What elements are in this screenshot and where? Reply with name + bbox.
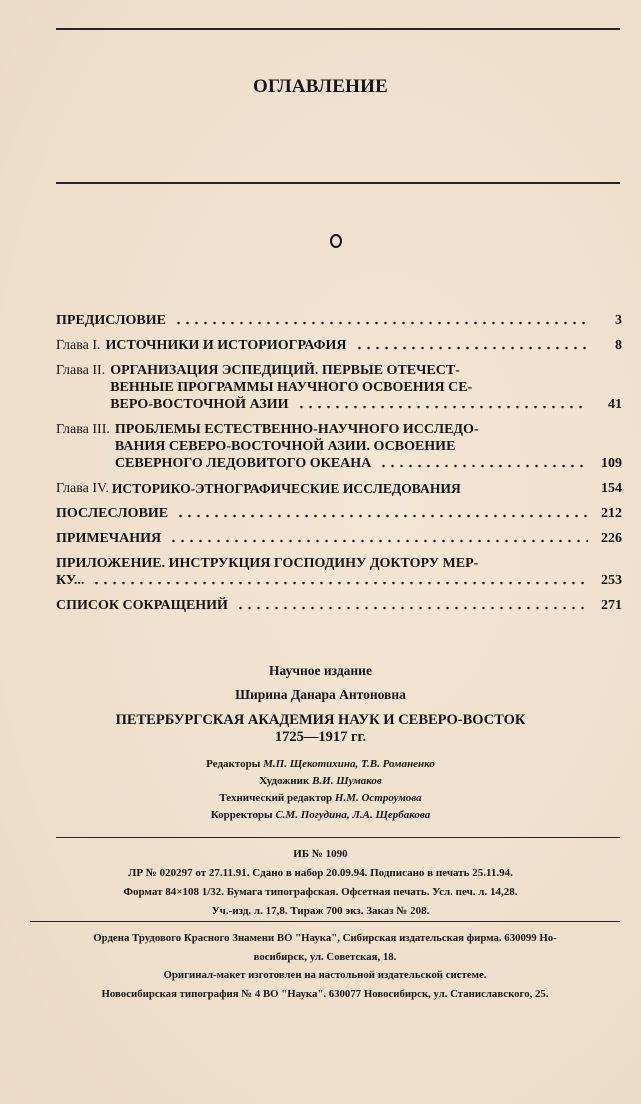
printer-rule [30,921,620,922]
toc-page-number: 154 [601,481,622,496]
toc-entry-title-line: КУ... [56,573,85,588]
toc-page-number: 253 [601,573,622,588]
credit-line [0,756,641,773]
circle-ornament-icon [330,234,342,248]
toc-entry-afterword[interactable] [56,505,622,522]
leader-dots [379,464,588,468]
toc-page-number: 3 [615,313,622,328]
toc-entry-chapter-1[interactable] [56,337,622,354]
book-years: 1725—1917 гг. [274,729,367,745]
credit-role: Редакторы [206,758,261,770]
printer-line: восибирск, ул. Советская, 18. [253,950,397,963]
chapter-label: Глава I. [56,338,101,353]
toc-entry-preface[interactable] [56,312,622,329]
toc-entry-title: ПОСЛЕСЛОВИЕ [56,506,169,521]
toc-entry-title-line: ПРИЛОЖЕНИЕ. ИНСТРУКЦИЯ ГОСПОДИНУ ДОКТОРУ МЕР- [56,556,479,571]
toc-entry-title: СПИСОК СОКРАЩЕНИЙ [56,598,228,613]
printer-line: Оригинал-макет изготовлен на настольной издательской системе. [163,969,487,981]
credits [0,756,641,824]
book-title: ПЕТЕРБУРГСКАЯ АКАДЕМИЯ НАУК И СЕВЕРО-ВОСТОК [115,712,526,728]
toc-entry-title: ИСТОЧНИКИ И ИСТОРИОГРАФИЯ [105,338,347,353]
toc-page-number: 41 [608,397,622,412]
toc-entry-title-line: ПРОБЛЕМЫ ЕСТЕСТВЕННО-НАУЧНОГО ИССЛЕДО- [114,422,479,437]
leader-dots [297,405,589,409]
chapter-label: Глава III. [56,422,110,437]
leader-dots [92,581,588,585]
leader-dots [169,539,588,543]
toc-entry-title-line: ОРГАНИЗАЦИЯ ЭСПЕДИЦИЙ. ПЕРВЫЕ ОТЕЧЕСТ- [110,363,460,378]
toc-entry-abbreviations[interactable] [56,597,622,614]
toc-entry-title-line: ВЕРО-ВОСТОЧНОЙ АЗИИ [110,397,289,412]
page-title: ОГЛАВЛЕНИЕ [253,76,388,97]
credit-names: В.И. Шумаков [312,775,382,787]
credit-names: С.М. Погудина, Л.А. Щербакова [275,809,431,821]
credit-line [0,807,641,824]
credit-line [0,773,641,790]
imprint-block [0,663,641,824]
credit-role: Корректоры [210,809,273,821]
table-of-contents [56,312,622,622]
toc-entry-chapter-4[interactable] [56,480,622,497]
toc-entry-title: ИСТОРИКО-ЭТНОГРАФИЧЕСКИЕ ИССЛЕДОВАНИЯ [111,481,461,496]
leader-dots [355,346,588,350]
toc-page-number: 271 [601,598,622,613]
chapter-label: Глава IV. [56,481,109,496]
toc-page-number: 8 [615,338,622,353]
credit-line [0,790,641,807]
toc-entry-notes[interactable] [56,530,622,547]
toc-entry-title-line: ВЕННЫЕ ПРОГРАММЫ НАУЧНОГО ОСВОЕНИЯ СЕ- [110,380,473,395]
toc-entry-chapter-2[interactable] [56,362,622,413]
credit-role: Художник [259,775,310,787]
chapter-label: Глава II. [56,363,106,378]
pubdata-line: Формат 84×108 1/32. Бумага типографская. Офсетная печать. Усл. печ. л. 14,28. [123,886,518,898]
toc-entry-title-line: ВАНИЯ СЕВЕРО-ВОСТОЧНОЙ АЗИИ. ОСВОЕНИЕ [114,439,456,454]
top-rule [56,28,620,30]
toc-page-number: 109 [601,456,622,471]
toc-entry-title: ПРЕДИСЛОВИЕ [56,313,166,328]
leader-spacer [465,493,592,497]
toc-entry-chapter-3[interactable] [56,421,622,472]
edition-type: Научное издание [269,663,372,678]
credit-names: М.П. Щекотихина, Т.В. Романенко [263,758,435,770]
toc-entry-appendix[interactable] [56,555,622,589]
credit-role: Технический редактор [219,792,333,804]
toc-page-number: 212 [601,506,622,521]
leader-dots [174,321,588,325]
publication-data [40,845,601,921]
pubdata-line: ИБ № 1090 [293,848,348,860]
pubdata-line: Уч.-изд. л. 17,8. Тираж 700 экз. Заказ № 208. [211,905,430,917]
printer-line: Новосибирская типография № 4 ВО "Наука". 630077 Новосибирск, ул. Станиславского, 25. [101,987,549,1000]
title-bottom-rule [56,182,620,184]
leader-dots [236,606,588,610]
toc-entry-title-line: СЕВЕРНОГО ЛЕДОВИТОГО ОКЕАНА [114,456,372,471]
author-name: Ширина Данара Антоновна [235,687,406,702]
printer-info [36,929,614,1003]
toc-page-number: 226 [601,531,622,546]
pubdata-line: ЛР № 020297 от 27.11.91. Сдано в набор 20.09.94. Подписано в печать 25.11.94. [128,867,513,879]
toc-entry-title: ПРИМЕЧАНИЯ [56,531,162,546]
imprint-rule [56,837,620,838]
leader-dots [176,514,588,518]
credit-names: Н.М. Остроумова [334,792,422,804]
printer-line: Ордена Трудового Красного Знамени ВО "Наука", Сибирская издательская фирма. 630099 Но- [93,932,557,944]
